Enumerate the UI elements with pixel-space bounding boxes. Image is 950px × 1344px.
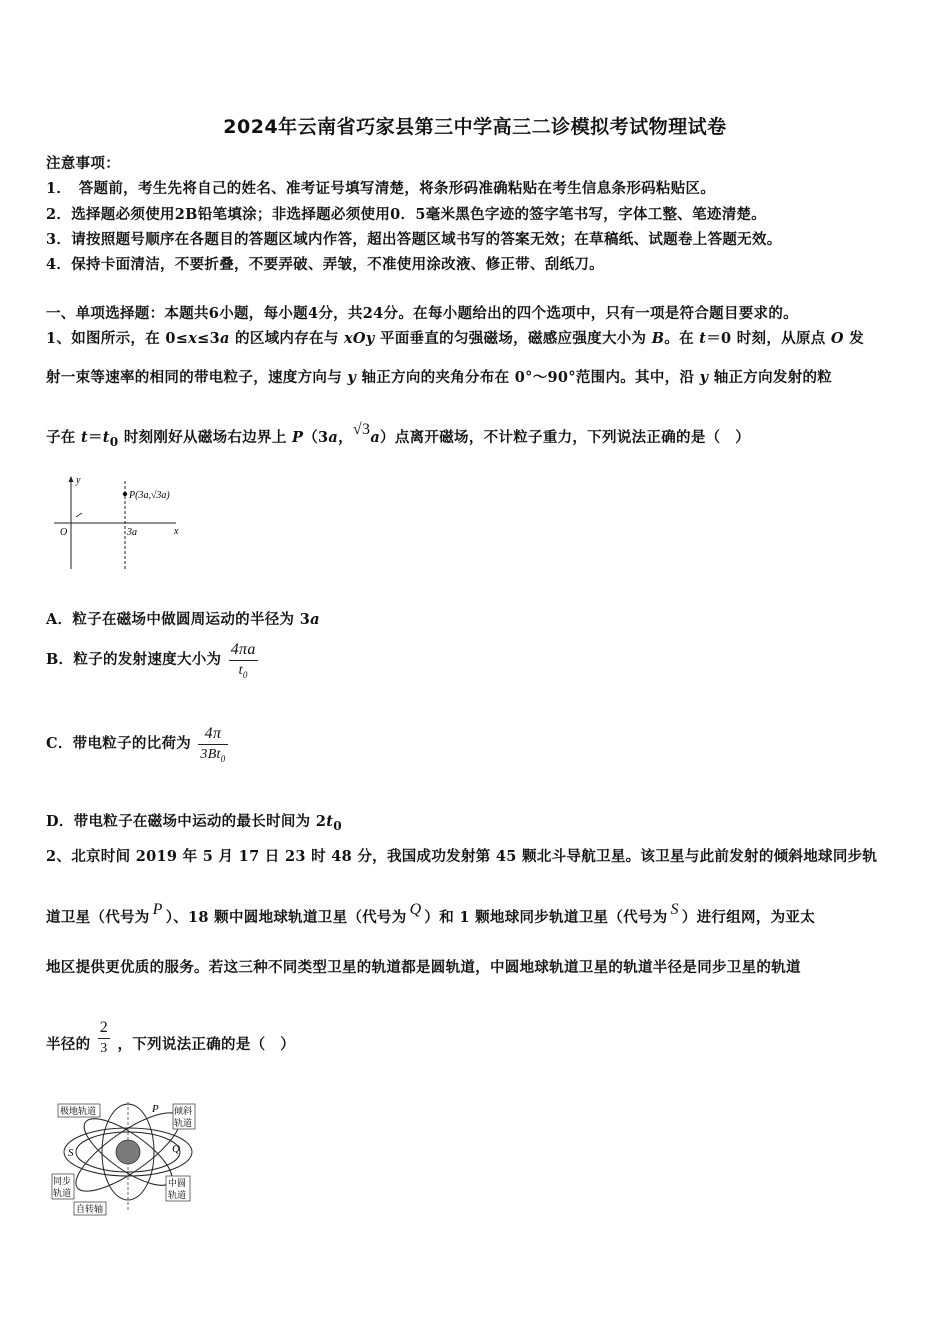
den-sub: 0 xyxy=(220,753,226,764)
option-c-text: C．带电粒子的比荷为 xyxy=(46,735,192,753)
fraction-denominator xyxy=(198,745,227,769)
q2-orbit-figure xyxy=(48,1098,208,1216)
q1-text: 发 xyxy=(843,330,864,347)
rotation-axis-label: 自转轴 xyxy=(76,1205,104,1215)
option-b-text: B．粒子的发射速度大小为 xyxy=(46,651,222,669)
fraction-denominator xyxy=(229,661,258,685)
q1-line2 xyxy=(46,366,832,387)
q1-var: t xyxy=(80,429,88,446)
q1-var: B xyxy=(651,330,665,347)
q2-line2 xyxy=(46,901,816,927)
option-a xyxy=(46,608,320,629)
q2-line3: 地区提供更优质的服务。若这三种不同类型卫星的轨道都是圆轨道，中圆地球轨道卫星的轨道半径是同步卫星的轨道 xyxy=(46,959,801,976)
origin-label: O xyxy=(60,527,68,538)
fraction-numerator: 4πa xyxy=(229,640,258,661)
q2-text: 道卫星（代号为 xyxy=(46,909,150,926)
option-c xyxy=(46,724,230,769)
velocity-arrow-icon xyxy=(76,513,82,517)
option-a-text: A．粒子在磁场中做圆周运动的半径为 3 xyxy=(46,611,311,628)
q2-text: ，下列说法正确的是（ ） xyxy=(117,1035,296,1053)
notes-heading: 注意事项： xyxy=(46,155,120,172)
satellite-p-symbol: P xyxy=(152,901,163,918)
q1-var: xOy xyxy=(343,330,375,347)
q1-var: P xyxy=(291,429,304,446)
q2-line4 xyxy=(46,1018,295,1059)
fraction-numerator: 4π xyxy=(198,724,227,745)
q2-line1: 2、北京时间 2019 年 5 月 17 日 23 时 48 分，我国成功发射第 45 颗北斗导航卫星。该卫星与此前发射的倾斜地球同步轨 xyxy=(46,848,878,865)
sqrt-expression: √3 xyxy=(352,421,371,438)
point-p-label: P(3a,√3a) xyxy=(129,490,170,501)
q1-figure xyxy=(48,473,188,571)
option-d-var: t xyxy=(326,813,334,830)
q1-line1 xyxy=(46,327,864,348)
q1-text: 轴正方向的夹角分布在 0°～90°范围内。其中，沿 xyxy=(356,369,700,386)
q1-var: x xyxy=(188,330,198,347)
q1-text: 平面垂直的匀强磁场，磁感应强度大小为 xyxy=(374,330,652,347)
option-c-fraction xyxy=(198,724,227,769)
y-axis-label: y xyxy=(76,475,81,486)
q1-text: ＝0 时刻，从原点 xyxy=(706,330,831,347)
fraction-denominator: 3 xyxy=(100,1041,108,1056)
fraction-numerator: 2 xyxy=(98,1018,110,1039)
q1-text: 的区域内存在与 xyxy=(229,330,344,347)
q2-text: ）、18 颗中圆地球轨道卫星（代号为 xyxy=(165,909,407,926)
satellite-q-label: Q xyxy=(172,1143,180,1155)
q1-var: t xyxy=(102,429,110,446)
note-item-3: 3．请按照题号顺序在各题目的答题区域内作答，超出答题区域书写的答案无效；在草稿纸、试题卷上答题无效。 xyxy=(46,231,782,248)
q1-text: 时刻刚好从磁场右边界上 xyxy=(118,429,292,446)
sync-orbit-label-1: 同步 xyxy=(53,1177,72,1187)
den-sub: 0 xyxy=(242,669,248,680)
q1-text: ）点离开磁场，不计粒子重力，下列说法正确的是（ ） xyxy=(380,429,751,446)
q1-text: 子在 xyxy=(46,429,81,446)
q1-line3 xyxy=(46,421,751,449)
section-heading: 一、单项选择题：本题共6小题，每小题4分，共24分。在每小题给出的四个选项中，只有一项是符合题目要求的。 xyxy=(46,305,798,322)
q1-var: y xyxy=(347,369,357,386)
note-item-2: 2．选择题必须使用2B铅笔填涂；非选择题必须使用0．5毫米黑色字迹的签字笔书写，字体工整、笔迹清楚。 xyxy=(46,206,767,223)
q1-text: 1、如图所示，在 0≤ xyxy=(46,330,189,347)
sync-orbit-label-2: 轨道 xyxy=(53,1189,72,1199)
q1-var: O xyxy=(830,330,844,347)
q2-text: ）和 1 颗地球同步轨道卫星（代号为 xyxy=(424,909,668,926)
y-axis-arrow-icon xyxy=(69,476,74,482)
note-item-4: 4．保持卡面清洁，不要折叠，不要弄破、弄皱，不准使用涂改液、修正带、刮纸刀。 xyxy=(46,256,604,273)
satellite-s-label: S xyxy=(68,1147,74,1159)
note-item-1: 1． 答题前，考生先将自己的姓名、准考证号填写清楚，将条形码准确粘贴在考生信息条形码粘贴区。 xyxy=(46,180,716,197)
option-a-var: a xyxy=(310,611,320,628)
q1-var: t xyxy=(699,330,707,347)
option-d-text: D．带电粒子在磁场中运动的最长时间为 2 xyxy=(46,813,327,830)
q1-text: （3 xyxy=(303,429,329,446)
satellite-q-symbol: Q xyxy=(409,901,422,918)
option-b-fraction xyxy=(229,640,258,685)
option-d xyxy=(46,810,342,833)
x-axis-label: x xyxy=(174,526,179,537)
boundary-label: 3a xyxy=(127,527,137,538)
q1-text: 轴正方向发射的粒 xyxy=(708,369,833,386)
inclined-orbit-label-2: 轨道 xyxy=(174,1119,193,1129)
q1-var: a xyxy=(219,330,230,347)
q1-text: ≤3 xyxy=(197,330,220,347)
q1-text: 射一束等速率的相同的带电粒子，速度方向与 xyxy=(46,369,348,386)
satellite-p-label: P xyxy=(152,1103,159,1115)
q1-subscript: 0 xyxy=(109,434,119,449)
medium-orbit-label-2: 轨道 xyxy=(168,1191,187,1201)
option-d-sub: 0 xyxy=(333,818,342,833)
q1-text: ＝ xyxy=(87,429,103,446)
point-p xyxy=(123,492,127,496)
option-b xyxy=(46,640,260,685)
q1-text: 。在 xyxy=(664,330,700,347)
medium-orbit-label-1: 中圆 xyxy=(168,1179,187,1189)
q1-var: a xyxy=(370,429,381,446)
q2-fraction xyxy=(98,1018,110,1059)
q1-text: ， xyxy=(338,429,353,446)
q2-text: 半径的 xyxy=(46,1035,91,1053)
satellite-s-symbol: S xyxy=(670,901,679,918)
q2-text: ）进行组网，为亚太 xyxy=(681,909,816,926)
inclined-orbit-label-1: 倾斜 xyxy=(174,1107,193,1117)
den-var: 3Bt xyxy=(200,747,221,762)
q1-var: a xyxy=(328,429,339,446)
den-var: t xyxy=(238,663,243,678)
page-title: 2024年云南省巧家县第三中学高三二诊模拟考试物理试卷 xyxy=(223,116,727,138)
q1-var: y xyxy=(699,369,709,386)
polar-orbit-label: 极地轨道 xyxy=(60,1107,97,1117)
